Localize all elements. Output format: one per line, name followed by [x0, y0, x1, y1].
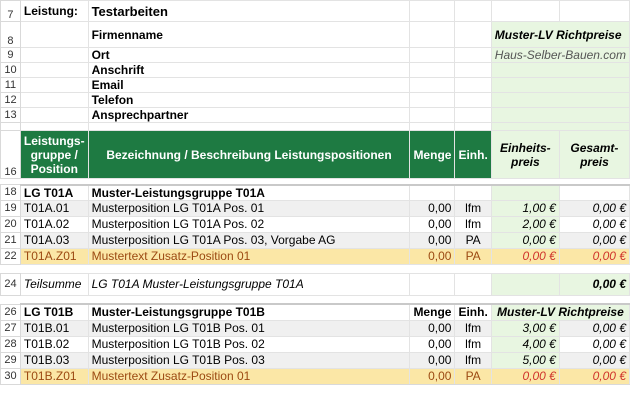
- row-number[interactable]: 12: [1, 93, 21, 108]
- menge-header[interactable]: Menge: [410, 304, 455, 320]
- position-desc[interactable]: Musterposition LG T01B Pos. 03: [88, 352, 410, 368]
- gesamtpreis-value[interactable]: 0,00 €: [559, 352, 629, 368]
- cell[interactable]: [455, 78, 491, 93]
- firmenname-label[interactable]: Firmenname: [88, 22, 410, 48]
- group-title[interactable]: Muster-Leistungsgruppe T01A: [88, 185, 410, 201]
- gesamtpreis-value[interactable]: 0,00 €: [559, 368, 629, 384]
- col-header-einheit[interactable]: Einh.: [455, 131, 491, 179]
- row-number[interactable]: 20: [1, 216, 21, 232]
- cell[interactable]: [455, 185, 491, 201]
- row-number[interactable]: 18: [1, 185, 21, 201]
- row-number[interactable]: 28: [1, 336, 21, 352]
- row-number[interactable]: 8: [1, 22, 21, 48]
- menge-value[interactable]: 0,00: [410, 216, 455, 232]
- einheitspreis-value[interactable]: 2,00 €: [491, 216, 559, 232]
- cell[interactable]: [455, 22, 491, 48]
- cell[interactable]: [491, 185, 559, 201]
- einheit-value[interactable]: lfm: [455, 200, 491, 216]
- teilsumme-desc[interactable]: LG T01A Muster-Leistungsgruppe T01A: [88, 273, 410, 295]
- cell[interactable]: [491, 93, 629, 108]
- cell[interactable]: [491, 78, 629, 93]
- position-code[interactable]: T01A.03: [20, 232, 88, 248]
- position-code[interactable]: T01B.01: [20, 320, 88, 336]
- leistung-value[interactable]: Testarbeiten: [88, 1, 410, 22]
- cell[interactable]: [410, 22, 455, 48]
- cell[interactable]: [20, 22, 88, 48]
- cell[interactable]: [455, 48, 491, 63]
- menge-value[interactable]: 0,00: [410, 336, 455, 352]
- row-number[interactable]: 27: [1, 320, 21, 336]
- row-number[interactable]: 7: [1, 1, 21, 22]
- row-number[interactable]: 22: [1, 248, 21, 264]
- cell[interactable]: [455, 63, 491, 78]
- row-number[interactable]: [1, 264, 21, 273]
- gesamtpreis-value[interactable]: 0,00 €: [559, 320, 629, 336]
- cell[interactable]: [455, 1, 491, 22]
- einheitspreis-value[interactable]: 3,00 €: [491, 320, 559, 336]
- cell[interactable]: [559, 1, 629, 22]
- row-number[interactable]: [1, 295, 21, 304]
- position-desc[interactable]: Musterposition LG T01B Pos. 02: [88, 336, 410, 352]
- row-number[interactable]: [1, 123, 21, 131]
- einheit-value[interactable]: lfm: [455, 216, 491, 232]
- email-label[interactable]: Email: [88, 78, 410, 93]
- position-code[interactable]: T01B.03: [20, 352, 88, 368]
- cell[interactable]: [491, 108, 629, 123]
- ort-label[interactable]: Ort: [88, 48, 410, 63]
- cell[interactable]: [88, 123, 410, 131]
- cell[interactable]: [410, 108, 455, 123]
- position-code[interactable]: T01A.01: [20, 200, 88, 216]
- col-header-beschreibung[interactable]: Bezeichnung / Beschreibung Leistungspositionen: [88, 131, 410, 179]
- cell[interactable]: [410, 123, 455, 131]
- cell[interactable]: [20, 123, 88, 131]
- cell[interactable]: [20, 93, 88, 108]
- row-number[interactable]: 16: [1, 131, 21, 179]
- row-number[interactable]: 11: [1, 78, 21, 93]
- einheit-value[interactable]: lfm: [455, 352, 491, 368]
- einheit-value[interactable]: PA: [455, 368, 491, 384]
- row-number[interactable]: 24: [1, 273, 21, 295]
- gesamtpreis-value[interactable]: 0,00 €: [559, 336, 629, 352]
- einheit-value[interactable]: PA: [455, 232, 491, 248]
- col-header-gesamtpreis[interactable]: Gesamt-preis: [559, 131, 629, 179]
- cell[interactable]: [491, 273, 559, 295]
- telefon-label[interactable]: Telefon: [88, 93, 410, 108]
- row-number[interactable]: 26: [1, 304, 21, 320]
- row-number[interactable]: 19: [1, 200, 21, 216]
- cell[interactable]: [455, 93, 491, 108]
- einheitspreis-value[interactable]: 1,00 €: [491, 200, 559, 216]
- row-number[interactable]: 30: [1, 368, 21, 384]
- row-number[interactable]: 10: [1, 63, 21, 78]
- menge-value[interactable]: 0,00: [410, 368, 455, 384]
- gesamtpreis-value[interactable]: 0,00 €: [559, 248, 629, 264]
- row-number[interactable]: 29: [1, 352, 21, 368]
- position-code[interactable]: T01B.Z01: [20, 368, 88, 384]
- website-text[interactable]: Haus-Selber-Bauen.com: [491, 48, 629, 63]
- cell[interactable]: [20, 295, 629, 304]
- einheit-value[interactable]: lfm: [455, 336, 491, 352]
- cell[interactable]: [410, 185, 455, 201]
- position-desc[interactable]: Musterposition LG T01A Pos. 02: [88, 216, 410, 232]
- group-title[interactable]: Muster-Leistungsgruppe T01B: [88, 304, 410, 320]
- menge-value[interactable]: 0,00: [410, 248, 455, 264]
- cell[interactable]: [20, 108, 88, 123]
- position-code[interactable]: T01A.Z01: [20, 248, 88, 264]
- cell[interactable]: [455, 108, 491, 123]
- cell[interactable]: [410, 78, 455, 93]
- einheit-value[interactable]: PA: [455, 248, 491, 264]
- position-desc[interactable]: Mustertext Zusatz-Position 01: [88, 368, 410, 384]
- cell[interactable]: [410, 1, 455, 22]
- cell[interactable]: [455, 273, 491, 295]
- position-desc[interactable]: Mustertext Zusatz-Position 01: [88, 248, 410, 264]
- teilsumme-label[interactable]: Teilsumme: [20, 273, 88, 295]
- group-code[interactable]: LG T01A: [20, 185, 88, 201]
- position-code[interactable]: T01A.02: [20, 216, 88, 232]
- gesamtpreis-value[interactable]: 0,00 €: [559, 200, 629, 216]
- cell[interactable]: [491, 1, 559, 22]
- einheit-value[interactable]: lfm: [455, 320, 491, 336]
- menge-value[interactable]: 0,00: [410, 320, 455, 336]
- cell[interactable]: [410, 63, 455, 78]
- cell[interactable]: [559, 185, 629, 201]
- einheitspreis-value[interactable]: 5,00 €: [491, 352, 559, 368]
- teilsumme-value[interactable]: 0,00 €: [559, 273, 629, 295]
- lv-title[interactable]: Muster-LV Richtpreise: [491, 22, 629, 48]
- cell[interactable]: [491, 63, 629, 78]
- einheitspreis-value[interactable]: 4,00 €: [491, 336, 559, 352]
- menge-value[interactable]: 0,00: [410, 352, 455, 368]
- cell[interactable]: [455, 123, 491, 131]
- menge-value[interactable]: 0,00: [410, 232, 455, 248]
- position-desc[interactable]: Musterposition LG T01B Pos. 01: [88, 320, 410, 336]
- cell[interactable]: [20, 78, 88, 93]
- leistung-label[interactable]: Leistung:: [20, 1, 88, 22]
- cell[interactable]: [410, 48, 455, 63]
- einheitspreis-value[interactable]: 0,00 €: [491, 248, 559, 264]
- cell[interactable]: [410, 273, 455, 295]
- gesamtpreis-value[interactable]: 0,00 €: [559, 232, 629, 248]
- position-desc[interactable]: Musterposition LG T01A Pos. 03, Vorgabe AG: [88, 232, 410, 248]
- group-code[interactable]: LG T01B: [20, 304, 88, 320]
- einheitspreis-value[interactable]: 0,00 €: [491, 368, 559, 384]
- einheitspreis-value[interactable]: 0,00 €: [491, 232, 559, 248]
- cell[interactable]: [410, 93, 455, 108]
- cell[interactable]: [20, 264, 629, 273]
- position-desc[interactable]: Musterposition LG T01A Pos. 01: [88, 200, 410, 216]
- row-number[interactable]: 13: [1, 108, 21, 123]
- cell[interactable]: [20, 48, 88, 63]
- anschrift-label[interactable]: Anschrift: [88, 63, 410, 78]
- row-number[interactable]: 21: [1, 232, 21, 248]
- ansprechpartner-label[interactable]: Ansprechpartner: [88, 108, 410, 123]
- einheit-header[interactable]: Einh.: [455, 304, 491, 320]
- col-header-gruppe[interactable]: Leistungs-gruppe / Position: [20, 131, 88, 179]
- row-number[interactable]: 9: [1, 48, 21, 63]
- lv-title[interactable]: Muster-LV Richtpreise: [491, 304, 629, 320]
- cell[interactable]: [20, 63, 88, 78]
- col-header-einheitspreis[interactable]: Einheits-preis: [491, 131, 559, 179]
- gesamtpreis-value[interactable]: 0,00 €: [559, 216, 629, 232]
- cell[interactable]: [491, 123, 629, 131]
- position-code[interactable]: T01B.02: [20, 336, 88, 352]
- col-header-menge[interactable]: Menge: [410, 131, 455, 179]
- menge-value[interactable]: 0,00: [410, 200, 455, 216]
